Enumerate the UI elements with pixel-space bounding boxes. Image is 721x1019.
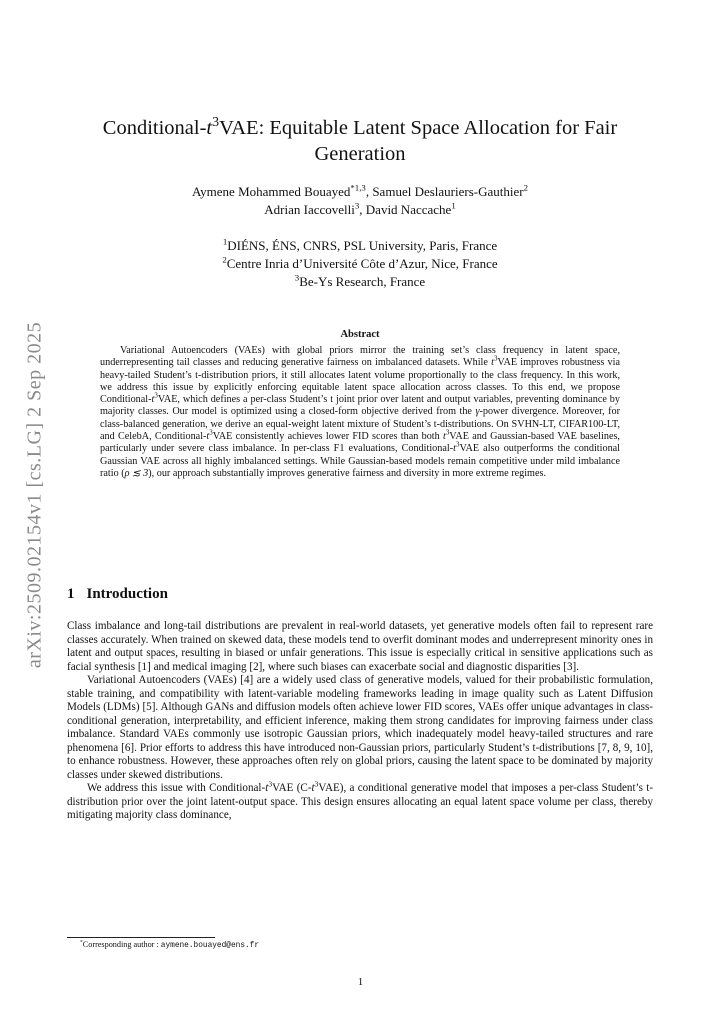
paper-title: Conditional-$t^3VAE$: Equitable Latent Space Allocation for Fair Generation: [102, 115, 618, 165]
footnote-corresponding-author: *Corresponding author : aymene.bouayed@ens.fr: [80, 939, 260, 950]
paragraph: Variational Autoencoders (VAEs) [4] are a widely used class of generative models, valued for their probabilistic formulation, stable training, and compatibility with latent-variable modeling frameworks leading in image quality such as Latent Diffusion Models (LDMs) [5]. Although GANs and diffusion models often achieve lower FID scores, VAEs offer unique advantages in class-conditional generation, interpretability, and efficient inference, making them strong candidates for improving fairness under class imbalance. Standard VAEs commonly use isotropic Gaussian priors, which inadequately model heavy-tailed structures and rare phenomena [6]. Prior efforts to address this have introduced non-Gaussian priors, particularly Student’s t-distributions [7, 8, 9, 10], to enhance robustness. However, these approaches often rely on global priors, causing the latent space to be dominated by majority classes under skewed distributions.: [67, 674, 653, 781]
affiliation: $^3$Be-Ys Research, France: [294, 272, 426, 289]
affiliation: $^1$DIÉNS, ÉNS, CNRS, PSL University, Paris, France: [222, 236, 498, 253]
paragraph: Class imbalance and long-tail distributions are prevalent in real-world datasets, yet generative models often fail to represent rare classes accurately. When trained on skewed data, these models tend to overfit dominant modes and underrepresent minority ones in latent and output spaces, resulting in biased or unfair generations. This issue is especially critical in sensitive applications such as facial synthesis [1] and medical imaging [2], where such biases can exacerbate social and diagnostic disparities [3].: [67, 620, 653, 673]
paragraph: We address this issue with Conditional-$t^3VAE$ $(C-t^3VAE)$, a conditional generative model that imposes a per-class Student’s t-distribution prior over the joint latent-output space. This design ensures allocating an equal latent space volume per class, thereby mitigating majority class dominance,: [67, 779, 654, 821]
abstract-heading: Abstract: [340, 329, 380, 340]
author-name: , Samuel Deslauriers-Gauthier: [365, 184, 524, 199]
footnote-rule: [67, 937, 215, 938]
section-heading-introduction: [67, 586, 168, 603]
arxiv-sidebar-stamp: [20, 300, 50, 690]
abstract-body: Variational Autoencoders (VAEs) with global priors mirror the training set’s class frequency in latent space, underrepresenting tail classes and reducing generative fairness on imbalanced datasets. While $t^3VAE$ improves robustness via heavy-tailed Student’s t-distribution priors, it still allocates latent volume proportionally to the class frequency. In this work, we address this issue by explicitly enforcing equitable latent space allocation across classes. To this end, we propose Conditional-$t^3VAE$, which defines a per-class Student’s t joint prior over latent and output variables, preventing dominance by majority classes. Our model is optimized using a closed-form objective derived from the γ-power divergence. Moreover, for class-balanced generation, we derive an equal-weight latent mixture of Student’s t-distributions. On SVHN-LT, CIFAR100-LT, and CelebA, Conditional-$t^3VAE$ consistently achieves lower FID scores than both $t^3VAE$ and Gaussian-based VAE baselines, particularly under severe class imbalance. In per-class F1 evaluations, Conditional-$t^3VAE$ also outperforms the conditional Gaussian VAE across all highly imbalanced settings. While Gaussian-based models remain competitive under mild imbalance ratio (ρ ≲ 3), our approach substantially improves generative fairness and diversity in more extreme regimes.: [100, 345, 621, 479]
introduction-body: [67, 620, 653, 823]
affiliation-list: [70, 237, 650, 291]
author-list: Aymene Mohammed Bouayed$^{*1,3}$, Samuel Deslauriers-Gauthier$^2$ Adrian Iaccovelli$^3$, David Naccache$^1$: [191, 182, 529, 217]
section-title: Introduction: [86, 586, 168, 602]
arxiv-identifier: arXiv:2509.02154v1 [cs.LG] 2 Sep 2025: [23, 321, 46, 669]
author-name: Adrian Iaccovelli: [264, 202, 355, 217]
author-name: , David Naccache: [359, 202, 452, 217]
page-number: 1: [357, 976, 364, 988]
author-name: Aymene Mohammed Bouayed: [191, 184, 351, 199]
author-email-link[interactable]: aymene.bouayed@ens.fr: [160, 942, 260, 950]
section-number: 1: [67, 586, 75, 602]
affiliation: $^2$Centre Inria d’Université Côte d’Azur, Nice, France: [222, 254, 498, 271]
